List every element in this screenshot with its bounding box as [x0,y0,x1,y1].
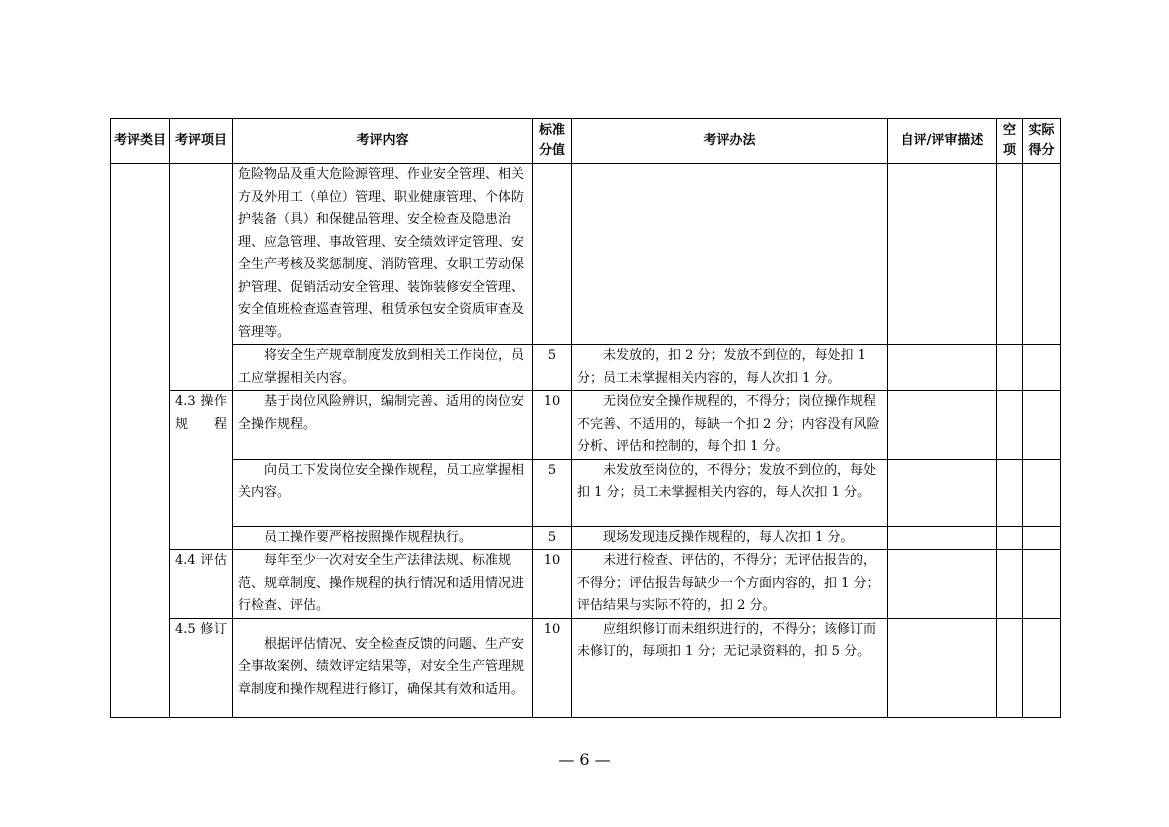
method-cell: 应组织修订而未组织进行的，不得分；该修订而未修订的，每项扣 1 分；无记录资料的，扣 5 分。 [572,618,888,717]
header-actual: 实际得分 [1023,119,1061,164]
score-cell: 5 [533,345,572,391]
method-cell: 未发放的，扣 2 分；发放不到位的，每处扣 1 分；员工未掌握相关内容的，每人次扣 1 分。 [572,345,888,391]
table-row [111,550,1061,619]
method-cell [572,164,888,345]
content-cell: 危险物品及重大危险源管理、作业安全管理、相关方及外用工（单位）管理、职业健康管理、个体防护装备（具）和保健品管理、安全检查及隐患治理、应急管理、事故管理、安全绩效评定管理、安全生产考核及奖惩制度、消防管理、女职工劳动保护管理、促销活动安全管理、装饰装修安全管理、安全值班检查巡查管理、租赁承包安全资质审查及管理等。 [233,164,533,345]
table-header-row [111,119,1061,164]
header-score: 标准分值 [533,119,572,164]
item-cell: 4.4 评估 [170,550,233,619]
actual-score-cell[interactable] [1023,459,1061,526]
header-item: 考评项目 [170,119,233,164]
actual-score-cell[interactable] [1023,550,1061,619]
method-cell: 未发放至岗位的，不得分；发放不到位的，每处扣 1 分；员工未掌握相关内容的，每人次扣 1 分。 [572,459,888,526]
content-cell: 向员工下发岗位安全操作规程，员工应掌握相关内容。 [233,459,533,526]
header-self-eval: 自评/评审描述 [888,119,997,164]
blank-cell[interactable] [997,459,1023,526]
header-method: 考评办法 [572,119,888,164]
evaluation-table [110,118,1061,718]
self-eval-cell[interactable] [888,459,997,526]
content-cell: 每年至少一次对安全生产法律法规、标准规范、规章制度、操作规程的执行情况和适用情况进行检查、评估。 [233,550,533,619]
header-blank: 空项 [997,119,1023,164]
content-cell: 基于岗位风险辨识，编制完善、适用的岗位安全操作规程。 [233,391,533,460]
actual-score-cell[interactable] [1023,618,1061,717]
table-row [111,391,1061,460]
score-cell: 10 [533,618,572,717]
item-cell: 4.3 操作规程 [170,391,233,550]
table-row [111,618,1061,717]
method-cell: 未进行检查、评估的，不得分；无评估报告的，不得分；评估报告每缺少一个方面内容的，扣 1 分；评估结果与实际不符的，扣 2 分。 [572,550,888,619]
table-row [111,459,1061,526]
table-row [111,164,1061,345]
method-cell: 现场发现违反操作规程的，每人次扣 1 分。 [572,526,888,550]
self-eval-cell[interactable] [888,391,997,460]
actual-score-cell[interactable] [1023,391,1061,460]
self-eval-cell[interactable] [888,550,997,619]
self-eval-cell[interactable] [888,164,997,345]
self-eval-cell[interactable] [888,526,997,550]
self-eval-cell[interactable] [888,345,997,391]
score-cell: 10 [533,391,572,460]
blank-cell[interactable] [997,550,1023,619]
item-cell: 4.5 修订 [170,618,233,717]
actual-score-cell[interactable] [1023,345,1061,391]
page-number: — 6 — [558,750,611,769]
blank-cell[interactable] [997,164,1023,345]
table-row [111,345,1061,391]
score-cell [533,164,572,345]
category-cell [111,164,170,718]
score-cell: 5 [533,526,572,550]
content-cell: 将安全生产规章制度发放到相关工作岗位，员工应掌握相关内容。 [233,345,533,391]
actual-score-cell[interactable] [1023,526,1061,550]
header-category: 考评类目 [111,119,170,164]
content-cell: 根据评估情况、安全检查反馈的问题、生产安全事故案例、绩效评定结果等，对安全生产管理规章制度和操作规程进行修订，确保其有效和适用。 [233,618,533,717]
blank-cell[interactable] [997,391,1023,460]
blank-cell[interactable] [997,618,1023,717]
score-cell: 10 [533,550,572,619]
method-cell: 无岗位安全操作规程的，不得分；岗位操作规程不完善、不适用的，每缺一个扣 2 分；内容没有风险分析、评估和控制的，每个扣 1 分。 [572,391,888,460]
item-cell [170,164,233,391]
header-content: 考评内容 [233,119,533,164]
blank-cell[interactable] [997,526,1023,550]
self-eval-cell[interactable] [888,618,997,717]
content-cell: 员工操作要严格按照操作规程执行。 [233,526,533,550]
score-cell: 5 [533,459,572,526]
actual-score-cell[interactable] [1023,164,1061,345]
blank-cell[interactable] [997,345,1023,391]
table-row [111,526,1061,550]
